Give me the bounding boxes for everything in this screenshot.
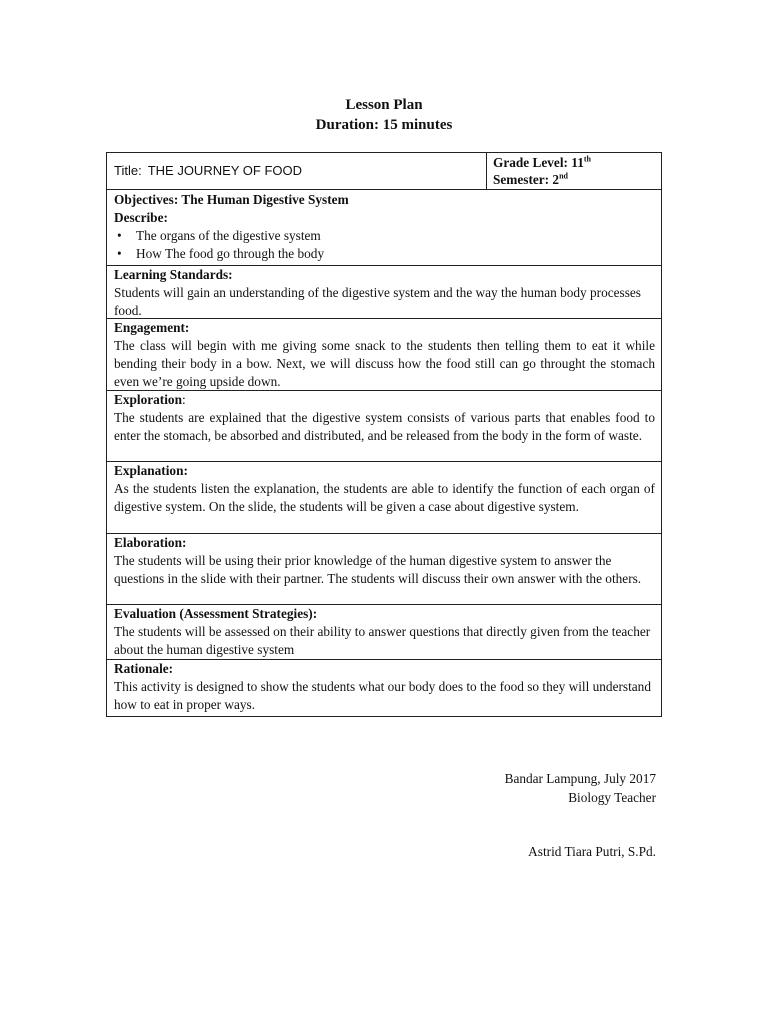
grade-level: [493, 154, 655, 171]
evaluation-heading: Evaluation (Assessment Strategies):: [114, 606, 318, 621]
explanation-text: As the students listen the explanation, the students are able to identify the function of each organ of digestive system. On the slide, the students will be given a case about digestive system.: [114, 481, 655, 514]
objectives-heading: Objectives: The Human Digestive System: [114, 192, 349, 207]
engagement-text: The class will begin with me giving some snack to the students then telling them to eat it while bending their body in a bow. Next, we will discuss how the food still can go throught the stomach even we’re going upside down.: [114, 338, 655, 389]
grade-level-suffix: th: [583, 154, 591, 164]
learning-standards-heading: Learning Standards:: [114, 267, 233, 282]
engagement-row: [107, 319, 661, 391]
grade-semester-cell: [487, 153, 661, 189]
objectives-list: [114, 227, 655, 263]
rationale-text: This activity is designed to show the students what our body does to the food so they will understand how to eat in proper ways.: [114, 679, 651, 712]
describe-label: Describe:: [114, 210, 168, 225]
objectives-row: [107, 190, 661, 266]
list-item: [114, 227, 655, 245]
list-item-text: How The food go through the body: [136, 246, 325, 261]
learning-standards-row: [107, 266, 661, 319]
elaboration-text: The students will be using their prior knowledge of the human digestive system to answer the questions in the slide with their partner. The students will discuss their own answer with the others.: [114, 553, 642, 586]
learning-standards-text: Students will gain an understanding of the digestive system and the way the human body processes food.: [114, 285, 641, 318]
engagement-heading: Engagement:: [114, 320, 190, 335]
explanation-row: [107, 462, 661, 534]
page-title: Lesson Plan: [345, 97, 423, 113]
elaboration-heading: Elaboration:: [114, 535, 187, 550]
exploration-heading: Exploration: [114, 392, 182, 407]
duration-heading: Duration: 15 minutes: [315, 117, 453, 133]
title-cell: [107, 153, 487, 189]
evaluation-row: [107, 605, 661, 660]
semester-suffix: nd: [559, 171, 568, 181]
title-label: Title:: [114, 163, 142, 178]
exploration-colon: :: [181, 392, 186, 407]
grade-level-text: Grade Level: 11: [493, 155, 584, 170]
list-item: [114, 245, 655, 263]
title-value: THE JOURNEY OF FOOD: [147, 163, 303, 178]
signature-role: Biology Teacher: [568, 790, 656, 805]
semester: [493, 171, 655, 188]
list-item-text: The organs of the digestive system: [136, 228, 321, 243]
rationale-row: [107, 660, 661, 716]
rationale-heading: Rationale:: [114, 661, 174, 676]
evaluation-text: The students will be assessed on their ability to answer questions that directly given from the teacher about the human digestive system: [114, 624, 651, 657]
signature-name: Astrid Tiara Putri, S.Pd.: [528, 844, 656, 859]
title-row: [107, 153, 661, 190]
explanation-heading: Explanation:: [114, 463, 188, 478]
elaboration-row: [107, 534, 661, 605]
exploration-heading-line: [114, 391, 655, 409]
exploration-text: The students are explained that the digestive system consists of various parts that enables food to enter the stomach, be absorbed and distributed, and be released from the body in the form of waste.: [114, 410, 655, 443]
exploration-row: [107, 391, 661, 462]
semester-text: Semester: 2: [493, 172, 560, 187]
lesson-plan-table: [106, 152, 662, 717]
bullet-icon: •: [117, 246, 122, 261]
signature-place-date: Bandar Lampung, July 2017: [504, 771, 656, 786]
bullet-icon: •: [117, 228, 122, 243]
